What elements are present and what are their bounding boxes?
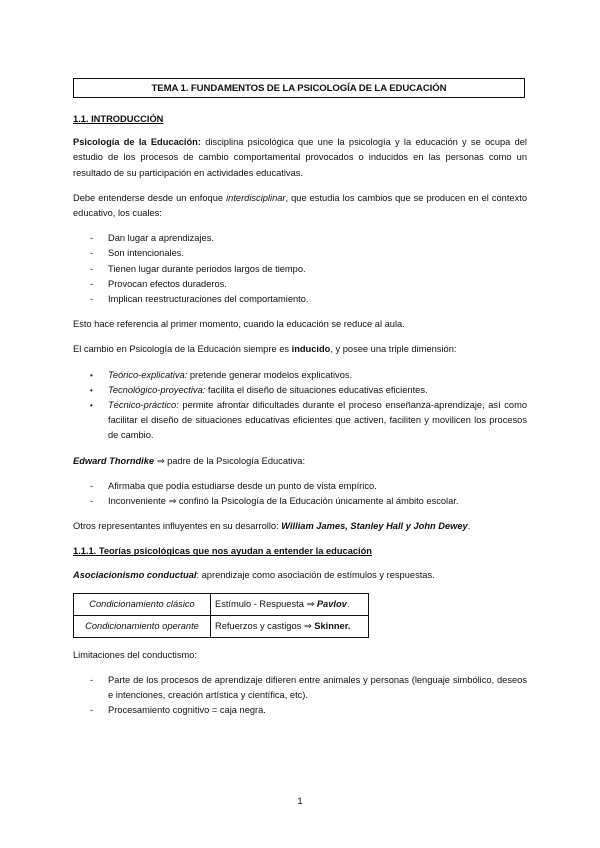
dimension-text: permite afrontar dificultades durante el proceso enseñanza-aprendizaje, así como facilitar el diseño de situaciones educativas eficientes que activen, faciliten y movilicen los procesos de cambio. (108, 400, 527, 441)
thorndike-paragraph (73, 454, 527, 469)
list-item (73, 398, 527, 444)
table-row (74, 615, 369, 637)
text-span: Estímulo - Respuesta ⇒ (215, 598, 317, 609)
text-span: , y posee una triple dimensión: (330, 344, 457, 355)
list-item: - Inconveniente ⇒ confinó la Psicología de la Educación únicamente al ámbito escolar. (73, 494, 527, 509)
changes-list (73, 231, 527, 307)
dimension-term: Técnico-práctico: (108, 400, 179, 411)
text-span: Debe entenderse desde un enfoque (73, 192, 227, 203)
limitations-list (73, 673, 527, 719)
list-item: - Son intencionales. (73, 246, 527, 261)
asociacionismo-paragraph (73, 568, 527, 583)
dimensions-list (73, 368, 527, 444)
section-heading-introduccion: 1.1. INTRODUCCIÓN (73, 114, 164, 124)
text-span: . (467, 521, 471, 532)
dimension-text: facilita el diseño de situaciones educativas eficientes. (205, 384, 428, 395)
text-span: Refuerzos y castigos ⇒ (215, 620, 315, 631)
author-name: Pavlov (316, 598, 347, 609)
thorndike-name: Edward Thorndike (73, 455, 155, 466)
list-item (73, 383, 527, 398)
text-span: . (346, 598, 350, 609)
emphasis-inducido: inducido (291, 344, 331, 355)
thorndike-text: ⇒ padre de la Psicología Educativa: (154, 455, 306, 466)
dimension-term: Tecnológico-proyectiva: (108, 384, 206, 395)
table-row (74, 593, 369, 615)
definition-term: Psicología de la Educación: (73, 137, 201, 148)
text-span: El cambio en Psicología de la Educación siempre es (73, 344, 292, 355)
emphasis-interdisciplinar: interdisciplinar (226, 192, 286, 203)
definition-text: disciplina psicológica que une la psicología y la educación y se ocupa del estudio de los procesos de cambio comportamental provocados o inducidos en las personas como un resultado de su participación en actividades educativas. (73, 137, 527, 178)
aula-paragraph: Esto hace referencia al primer momento, cuando la educación se reduce al aula. (73, 319, 405, 330)
representatives-paragraph (73, 519, 527, 534)
table-cell (211, 593, 369, 615)
list-item: - Provocan efectos duraderos. (73, 277, 527, 292)
dimension-text: pretende generar modelos explicativos. (187, 369, 353, 380)
list-item: - Parte de los procesos de aprendizaje difieren entre animales y personas (lenguaje simbólico, deseos e intenciones, creación artística y científica, etc). (73, 673, 527, 703)
list-item: - Implican reestructuraciones del comportamiento. (73, 292, 527, 307)
text-span: Otros representantes influyentes en su desarrollo: (73, 521, 282, 532)
dimension-term: Teórico-explicativa: (108, 369, 188, 380)
table-cell: Condicionamiento operante (74, 615, 211, 637)
list-item (73, 368, 527, 383)
list-item: - Procesamiento cognitivo = caja negra. (73, 703, 527, 718)
section-heading-teorias: 1.1.1. Teorías psicológicas que nos ayudan a entender la educación (73, 546, 372, 557)
text-span: : aprendizaje como asociación de estímulos y respuestas. (196, 569, 435, 580)
document-title: TEMA 1. FUNDAMENTOS DE LA PSICOLOGÍA DE LA EDUCACIÓN (73, 78, 525, 98)
document-body (73, 112, 527, 729)
page-number: 1 (297, 796, 303, 807)
author-name: Skinner. (314, 620, 351, 631)
limitations-intro: Limitaciones del conductismo: (73, 649, 198, 660)
list-item: - Afirmaba que podía estudiarse desde un punto de vista empírico. (73, 479, 527, 494)
list-item: - Tienen lugar durante periodos largos de tiempo. (73, 262, 527, 277)
inducido-paragraph (73, 342, 527, 357)
list-item: - Dan lugar a aprendizajes. (73, 231, 527, 246)
table-cell: Condicionamiento clásico (74, 593, 211, 615)
table-cell (211, 615, 369, 637)
representatives-names: William James, Stanley Hall y John Dewey (281, 521, 468, 532)
conditioning-table (73, 593, 369, 638)
definition-paragraph (73, 135, 527, 181)
text-span: , que estudia los cambios que se producen en el contexto educativo, los cuales: (73, 192, 527, 219)
interdisciplinar-paragraph (73, 191, 527, 221)
thorndike-list (73, 479, 527, 509)
asociacionismo-term: Asociacionismo conductual (73, 569, 197, 580)
